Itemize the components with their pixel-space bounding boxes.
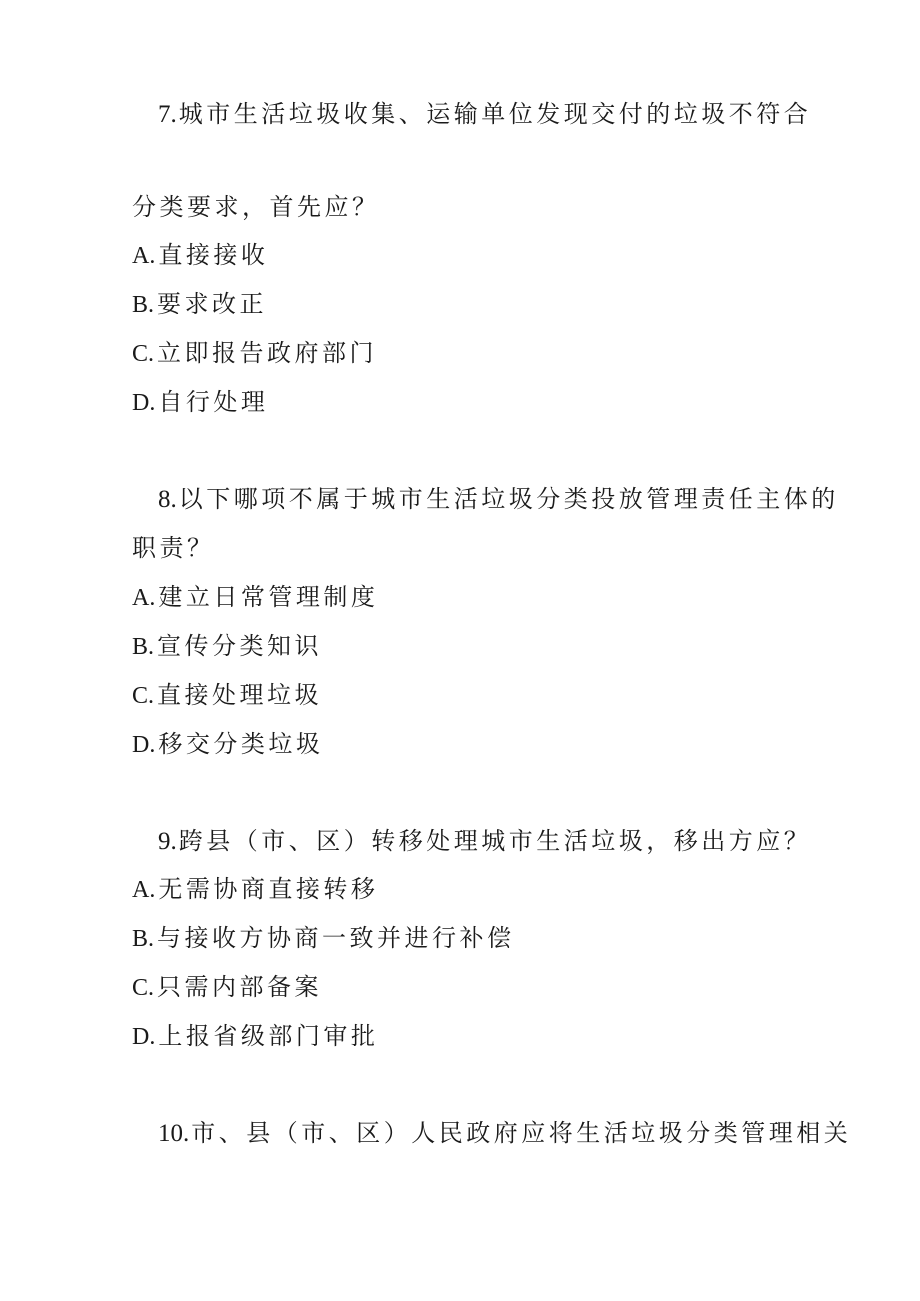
option-text: 自行处理 — [158, 388, 269, 416]
question-8-option-b — [132, 631, 322, 662]
question-9-stem-line-1 — [158, 826, 811, 857]
option-key: A. — [132, 877, 156, 903]
question-9-option-d — [132, 1021, 378, 1052]
question-9-option-c — [132, 972, 322, 1003]
option-key: D. — [132, 1024, 156, 1050]
question-9-option-a — [132, 874, 378, 905]
question-8-option-c — [132, 680, 322, 711]
question-8-stem-line-2: 职责？ — [132, 534, 215, 562]
question-9-stem-text-1: 跨县（市、区）转移处理城市生活垃圾，移出方应？ — [178, 827, 812, 855]
option-text: 与接收方协商一致并进行补偿 — [157, 924, 515, 952]
question-8-number: 8. — [158, 486, 177, 513]
question-7-option-b — [132, 289, 267, 320]
option-text: 上报省级部门审批 — [158, 1022, 379, 1050]
option-key: D. — [132, 732, 156, 758]
question-8-stem-line-1 — [158, 484, 839, 515]
question-10-number: 10. — [158, 1120, 190, 1147]
question-8-stem-text-1: 以下哪项不属于城市生活垃圾分类投放管理责任主体的 — [178, 485, 839, 513]
question-10-stem-line-1 — [158, 1118, 851, 1149]
option-key: C. — [132, 975, 155, 1001]
option-text: 宣传分类知识 — [157, 632, 323, 660]
question-7-number: 7. — [158, 101, 177, 128]
question-7-stem-line-2: 分类要求，首先应？ — [132, 193, 380, 221]
option-text: 只需内部备案 — [157, 973, 323, 1001]
option-key: C. — [132, 341, 155, 367]
question-8-option-a — [132, 582, 378, 613]
option-key: B. — [132, 926, 155, 952]
question-10-stem-text-1: 市、县（市、区）人民政府应将生活垃圾分类管理相关 — [191, 1119, 852, 1147]
option-text: 直接处理垃圾 — [157, 681, 323, 709]
question-7-option-c — [132, 338, 377, 369]
option-text: 建立日常管理制度 — [158, 583, 379, 611]
option-text: 要求改正 — [157, 290, 268, 318]
question-7-stem-text-1: 城市生活垃圾收集、运输单位发现交付的垃圾不符合 — [178, 100, 812, 128]
question-9-option-b — [132, 923, 515, 954]
question-7-option-d — [132, 387, 268, 418]
option-text: 立即报告政府部门 — [157, 339, 378, 367]
question-8-option-d — [132, 729, 323, 760]
question-9-number: 9. — [158, 828, 177, 855]
option-key: B. — [132, 292, 155, 318]
option-text: 直接接收 — [158, 241, 269, 269]
question-7-option-a — [132, 240, 268, 271]
question-7-stem-line-1 — [158, 99, 811, 130]
option-key: C. — [132, 683, 155, 709]
option-key: A. — [132, 243, 156, 269]
option-key: B. — [132, 634, 155, 660]
option-key: D. — [132, 390, 156, 416]
option-key: A. — [132, 585, 156, 611]
option-text: 无需协商直接转移 — [158, 875, 379, 903]
option-text: 移交分类垃圾 — [158, 730, 324, 758]
